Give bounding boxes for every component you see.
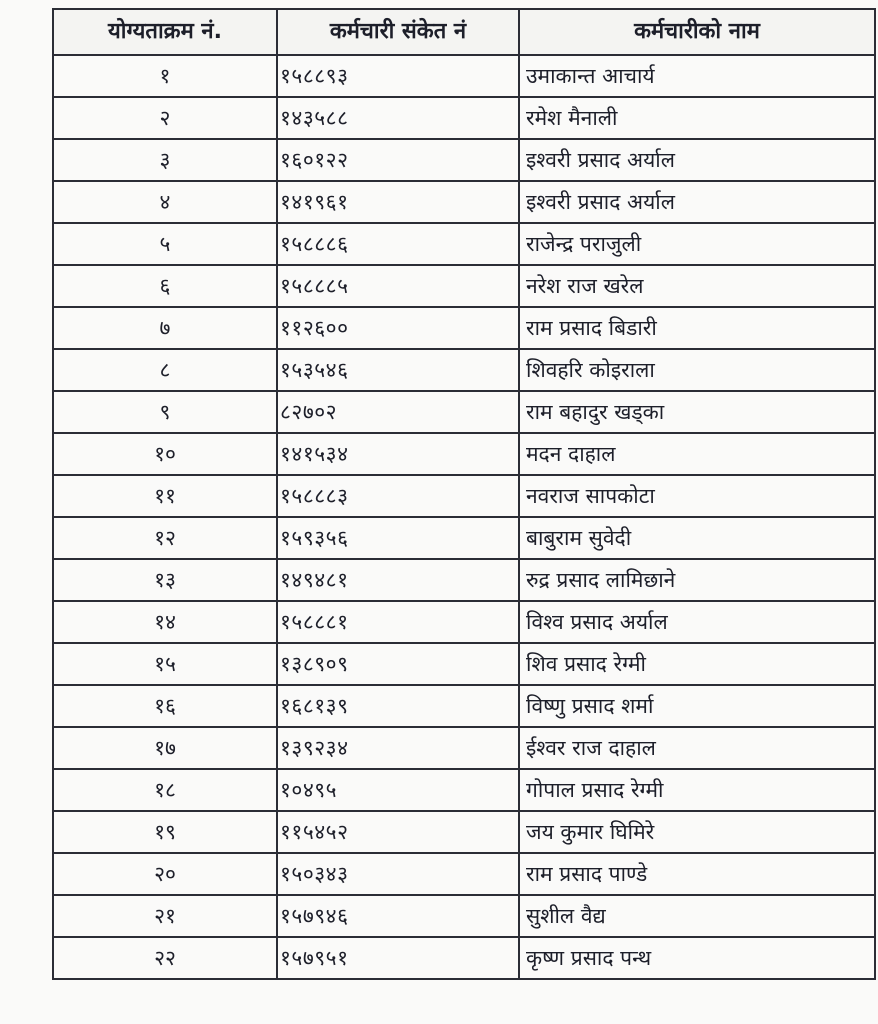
employee-name-cell: कृष्ण प्रसाद पन्थ xyxy=(519,937,875,979)
table-row xyxy=(53,937,875,979)
rank-cell: २१ xyxy=(53,895,277,937)
table-row xyxy=(53,181,875,223)
employee-name-cell: जय कुमार घिमिरे xyxy=(519,811,875,853)
employee-code-cell: ११५४५२ xyxy=(277,811,519,853)
employee-code-cell: १५८८८५ xyxy=(277,265,519,307)
table-row xyxy=(53,433,875,475)
rank-cell: ९ xyxy=(53,391,277,433)
rank-cell: १९ xyxy=(53,811,277,853)
rank-cell: ४ xyxy=(53,181,277,223)
table-row xyxy=(53,517,875,559)
employee-code-cell: १५०३४३ xyxy=(277,853,519,895)
employee-name-cell: बाबुराम सुवेदी xyxy=(519,517,875,559)
table-row xyxy=(53,727,875,769)
employee-name-cell: ईश्वर राज दाहाल xyxy=(519,727,875,769)
rank-cell: १८ xyxy=(53,769,277,811)
employee-name-cell: राम प्रसाद बिडारी xyxy=(519,307,875,349)
header-row xyxy=(53,9,875,55)
employee-name-cell: शिवहरि कोइराला xyxy=(519,349,875,391)
employee-name-cell: रुद्र प्रसाद लामिछाने xyxy=(519,559,875,601)
rank-cell: १४ xyxy=(53,601,277,643)
table-row xyxy=(53,265,875,307)
employee-code-cell: १५३५४६ xyxy=(277,349,519,391)
rank-cell: ७ xyxy=(53,307,277,349)
employee-code-cell: १०४९५ xyxy=(277,769,519,811)
employee-name-cell: मदन दाहाल xyxy=(519,433,875,475)
rank-cell: २ xyxy=(53,97,277,139)
rank-cell: ६ xyxy=(53,265,277,307)
table-row xyxy=(53,475,875,517)
rank-cell: ३ xyxy=(53,139,277,181)
employee-code-cell: ११२६०० xyxy=(277,307,519,349)
employee-code-cell: १५८८८३ xyxy=(277,475,519,517)
employee-code-cell: १४१५३४ xyxy=(277,433,519,475)
employee-code-cell: १६०१२२ xyxy=(277,139,519,181)
rank-cell: ११ xyxy=(53,475,277,517)
merit-list-table xyxy=(52,8,876,980)
table-body xyxy=(53,55,875,979)
table-row xyxy=(53,223,875,265)
employee-name-cell: उमाकान्त आचार्य xyxy=(519,55,875,97)
employee-code-cell: १५८८९३ xyxy=(277,55,519,97)
employee-code-cell: १६८१३९ xyxy=(277,685,519,727)
employee-code-cell: १५८८८१ xyxy=(277,601,519,643)
table-row xyxy=(53,139,875,181)
employee-name-cell: राम बहादुर खड्का xyxy=(519,391,875,433)
employee-name-cell: विश्व प्रसाद अर्याल xyxy=(519,601,875,643)
header-employee-name: कर्मचारीको नाम xyxy=(519,9,875,55)
employee-name-cell: नवराज सापकोटा xyxy=(519,475,875,517)
employee-code-cell: ८२७०२ xyxy=(277,391,519,433)
table-row xyxy=(53,685,875,727)
employee-name-cell: सुशील वैद्य xyxy=(519,895,875,937)
table-row xyxy=(53,559,875,601)
employee-name-cell: गोपाल प्रसाद रेग्मी xyxy=(519,769,875,811)
employee-code-cell: १४९४८१ xyxy=(277,559,519,601)
employee-code-cell: १५८८८६ xyxy=(277,223,519,265)
table-row xyxy=(53,643,875,685)
table-row xyxy=(53,307,875,349)
employee-name-cell: विष्णु प्रसाद शर्मा xyxy=(519,685,875,727)
employee-code-cell: १४१९६१ xyxy=(277,181,519,223)
rank-cell: १७ xyxy=(53,727,277,769)
employee-name-cell: नरेश राज खरेल xyxy=(519,265,875,307)
employee-name-cell: शिव प्रसाद रेग्मी xyxy=(519,643,875,685)
employee-code-cell: १३९२३४ xyxy=(277,727,519,769)
employee-code-cell: १५९३५६ xyxy=(277,517,519,559)
table-row xyxy=(53,391,875,433)
rank-cell: ८ xyxy=(53,349,277,391)
rank-cell: १० xyxy=(53,433,277,475)
rank-cell: २२ xyxy=(53,937,277,979)
employee-name-cell: राजेन्द्र पराजुली xyxy=(519,223,875,265)
table-row xyxy=(53,601,875,643)
employee-code-cell: १५७९४६ xyxy=(277,895,519,937)
table-row xyxy=(53,811,875,853)
rank-cell: १ xyxy=(53,55,277,97)
rank-cell: १३ xyxy=(53,559,277,601)
table-row xyxy=(53,769,875,811)
rank-cell: २० xyxy=(53,853,277,895)
table-row xyxy=(53,349,875,391)
rank-cell: ५ xyxy=(53,223,277,265)
header-rank: योग्यताक्रम नं. xyxy=(53,9,277,55)
table-header xyxy=(53,9,875,55)
employee-name-cell: रमेश मैनाली xyxy=(519,97,875,139)
employee-code-cell: १५७९५१ xyxy=(277,937,519,979)
rank-cell: १२ xyxy=(53,517,277,559)
employee-name-cell: इश्वरी प्रसाद अर्याल xyxy=(519,181,875,223)
employee-name-cell: राम प्रसाद पाण्डे xyxy=(519,853,875,895)
rank-cell: १५ xyxy=(53,643,277,685)
table-row xyxy=(53,97,875,139)
employee-code-cell: १४३५८८ xyxy=(277,97,519,139)
employee-name-cell: इश्वरी प्रसाद अर्याल xyxy=(519,139,875,181)
table-row xyxy=(53,853,875,895)
rank-cell: १६ xyxy=(53,685,277,727)
employee-code-cell: १३८९०९ xyxy=(277,643,519,685)
header-employee-code: कर्मचारी संकेत नं xyxy=(277,9,519,55)
table-row xyxy=(53,55,875,97)
table-row xyxy=(53,895,875,937)
